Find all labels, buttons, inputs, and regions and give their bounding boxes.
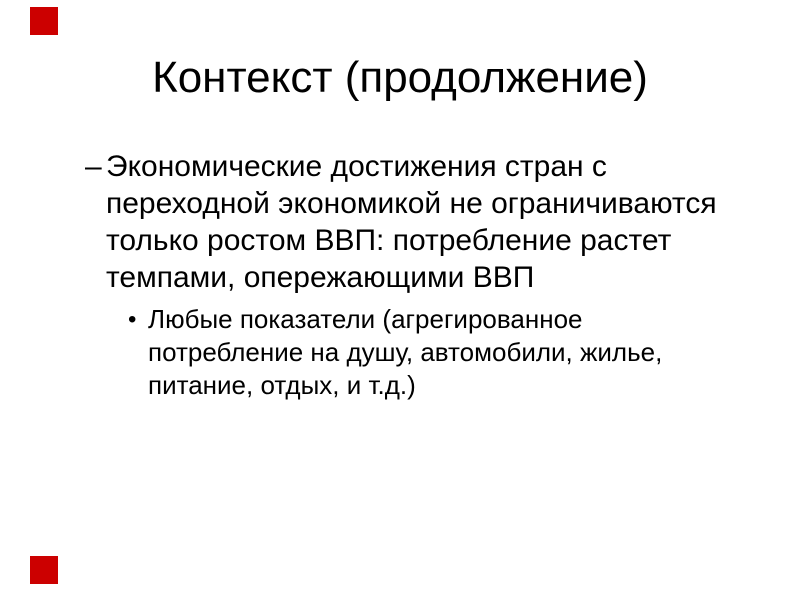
bullet-line: переходной экономикой не ограничиваются — [106, 187, 717, 220]
bullet-text-block — [106, 148, 775, 296]
bullet-line: Экономические достижения стран с — [106, 150, 607, 183]
bullet-item-sub — [128, 303, 728, 402]
dash-bullet-marker: – — [85, 150, 102, 183]
sub-bullet-line: потребление на душу, автомобили, жилье, — [148, 337, 663, 367]
sub-bullet-text-block — [148, 303, 728, 402]
dot-bullet-marker: • — [128, 306, 137, 333]
slide-title: Контекст (продолжение) — [152, 53, 648, 102]
bullet-line: только ростом ВВП: потребление растет — [106, 224, 672, 257]
decorative-red-square-top-left — [30, 7, 58, 35]
sub-bullet-line: Любые показатели (агрегированное — [148, 304, 583, 334]
decorative-red-square-bottom-left — [30, 556, 58, 584]
sub-bullet-line: питание, отдых, и т.д.) — [148, 370, 416, 400]
bullet-item-main — [85, 148, 775, 296]
bullet-line: темпами, опережающими ВВП — [106, 261, 535, 294]
